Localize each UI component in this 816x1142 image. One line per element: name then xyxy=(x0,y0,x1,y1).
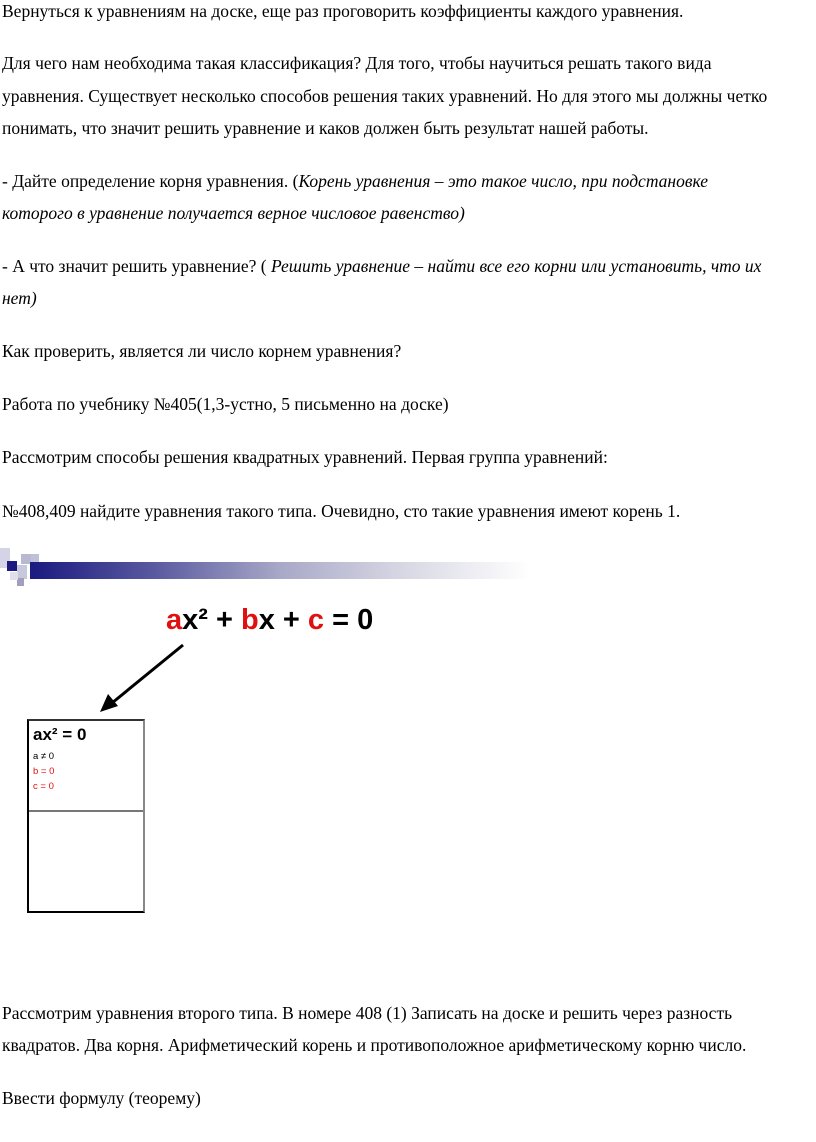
paragraph-classification-1: Для чего нам необходима такая классификация? Для того, чтобы научиться решать такого вида xyxy=(2,53,712,73)
slide-image xyxy=(0,540,816,940)
paragraph-root-definition-2 xyxy=(2,198,465,229)
paragraph-check-root: Как проверить, является ли число корнем уравнения? xyxy=(2,341,402,361)
box-divider xyxy=(29,810,143,812)
paragraph-textbook: Работа по учебнику №405(1,3-устно, 5 письменно на доске) xyxy=(2,394,449,414)
question-text: - Дайте определение корня уравнения. ( xyxy=(2,171,299,191)
quadratic-equation: ax² + bx + c = 0 xyxy=(166,604,374,636)
paragraph-solve-meaning-2 xyxy=(2,283,37,314)
paragraph-find-equations: №408,409 найдите уравнения такого типа. Очевидно, сто такие уравнения имеют корень 1. xyxy=(2,501,681,521)
paragraph-second-type-2: квадратов. Два корня. Арифметический корень и противоположное арифметическому корню число. xyxy=(2,1035,747,1055)
paragraph-solve-meaning-1 xyxy=(2,251,761,282)
paragraph-classification-3: понимать, что значит решить уравнение и каков должен быть результат нашей работы. xyxy=(2,118,649,138)
paragraph-classification-2: уравнения. Существует несколько способов решения таких уравнений. Но для этого мы должны четко xyxy=(2,86,768,106)
paragraph-intro: Вернуться к уравнениям на доске, еще раз проговорить коэффициенты каждого уравнения. xyxy=(2,1,684,21)
paragraph-root-definition-1 xyxy=(2,166,708,197)
answer-text: Корень уравнения – это такое число, при подстановке xyxy=(298,171,708,191)
answer-text: которого в уравнение получается верное числовое равенство) xyxy=(2,203,465,223)
answer-text: нет) xyxy=(2,288,37,308)
answer-text: Решить уравнение – найти все его корни или установить, что их xyxy=(270,256,762,276)
condition-c: c = 0 xyxy=(33,781,54,792)
paragraph-methods: Рассмотрим способы решения квадратных уравнений. Первая группа уравнений: xyxy=(2,447,608,467)
condition-b: b = 0 xyxy=(33,766,55,777)
condition-a: a ≠ 0 xyxy=(33,751,55,762)
box-title: ax² = 0 xyxy=(33,725,87,744)
paragraph-formula: Ввести формулу (теорему) xyxy=(2,1088,201,1108)
question-text: - А что значит решить уравнение? ( xyxy=(2,256,271,276)
paragraph-second-type-1: Рассмотрим уравнения второго типа. В номере 408 (1) Записать на доске и решить через разность xyxy=(2,1003,733,1023)
equation-type-box xyxy=(27,719,145,913)
